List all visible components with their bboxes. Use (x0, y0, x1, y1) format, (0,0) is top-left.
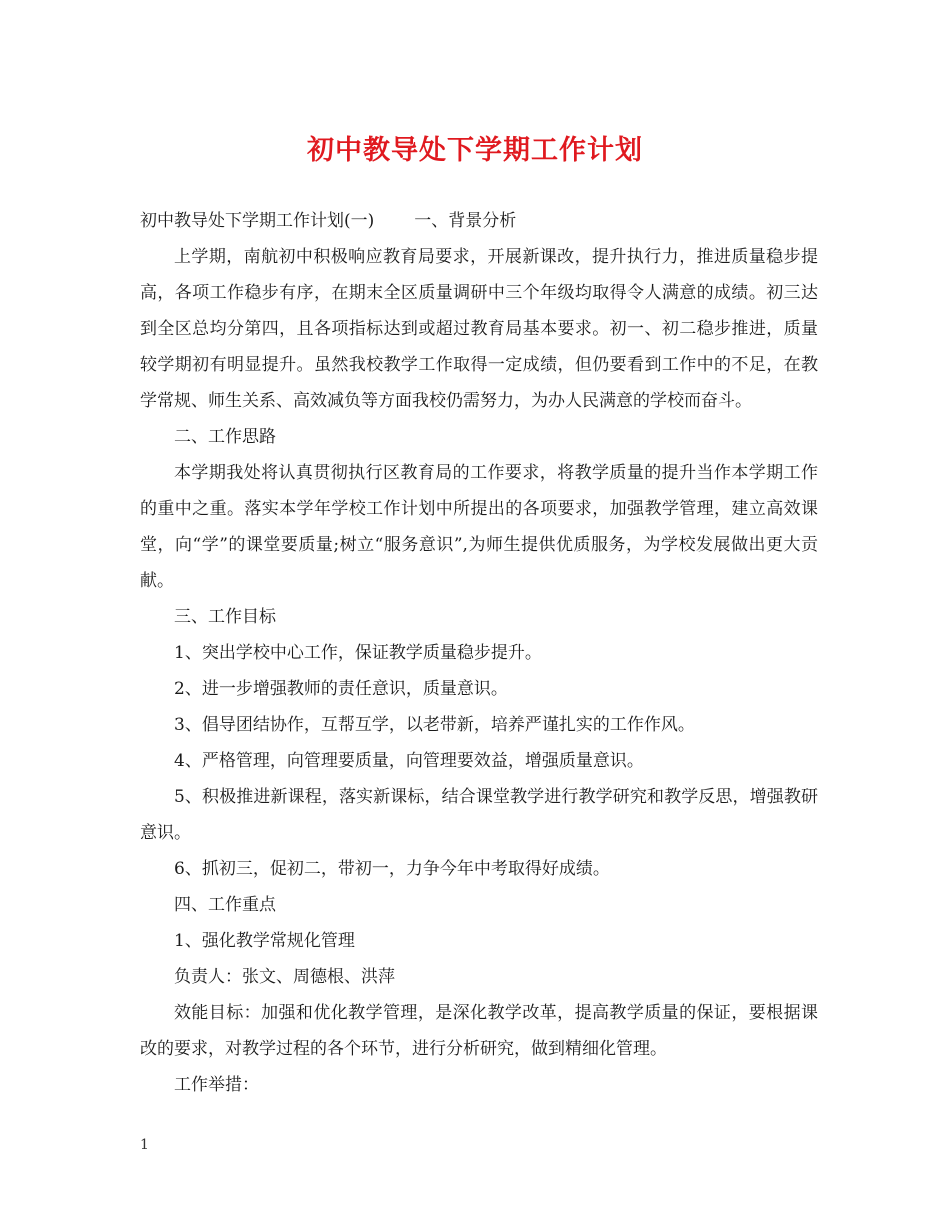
section-heading-focus: 四、工作重点 (174, 895, 276, 915)
approach-paragraph: 本学期我处将认真贯彻执行区教育局的工作要求，将教学质量的提升当作本学期工作的重中之重。落实本学年学校工作计划中所提出的各项要求，加强教学管理，建立高效课堂，向“学”的课堂要质量;树立“服务意识”,为师生提供优质服务，为学校发展做出更大贡献。 (140, 463, 818, 591)
section-heading-approach: 二、工作思路 (174, 427, 276, 447)
goal-item: 6、抓初三，促初二，带初一，力争今年中考取得好成绩。 (174, 859, 610, 879)
measures-heading: 工作举措： (174, 1075, 259, 1095)
goal-item: 5、积极推进新课程，落实新课标，结合课堂教学进行教学研究和教学反思，增强教研意识。 (140, 787, 818, 843)
goal-item: 4、严格管理，向管理要质量，向管理要效益，增强质量意识。 (174, 751, 644, 771)
section-heading-background: 一、背景分析 (414, 211, 517, 231)
focus-item-heading: 1、强化教学常规化管理 (174, 931, 355, 951)
efficiency-goal-paragraph: 效能目标：加强和优化教学管理，是深化教学改革，提高教学质量的保证，要根据课改的要求，对教学过程的各个环节，进行分析研究，做到精细化管理。 (140, 1003, 818, 1059)
document-body (140, 203, 818, 1103)
intro-line (140, 203, 818, 239)
plan-subtitle: 初中教导处下学期工作计划(一) (140, 211, 375, 231)
background-paragraph: 上学期，南航初中积极响应教育局要求，开展新课改，提升执行力，推进质量稳步提高，各项工作稳步有序，在期末全区质量调研中三个年级均取得令人满意的成绩。初三达到全区总均分第四，且各项指标达到或超过教育局基本要求。初一、初二稳步推进，质量较学期初有明显提升。虽然我校教学工作取得一定成绩，但仍要看到工作中的不足，在教学常规、师生关系、高效减负等方面我校仍需努力，为办人民满意的学校而奋斗。 (140, 247, 818, 411)
document-title: 初中教导处下学期工作计划 (307, 135, 643, 166)
responsible-persons: 负责人：张文、周德根、洪萍 (174, 967, 395, 987)
page-number: 1 (140, 1137, 149, 1153)
section-heading-goals: 三、工作目标 (174, 607, 276, 627)
goal-item: 2、进一步增强教师的责任意识，质量意识。 (174, 679, 508, 699)
goal-item: 1、突出学校中心工作，保证教学质量稳步提升。 (174, 643, 542, 663)
goal-item: 3、倡导团结协作，互帮互学，以老带新，培养严谨扎实的工作作风。 (174, 715, 695, 735)
